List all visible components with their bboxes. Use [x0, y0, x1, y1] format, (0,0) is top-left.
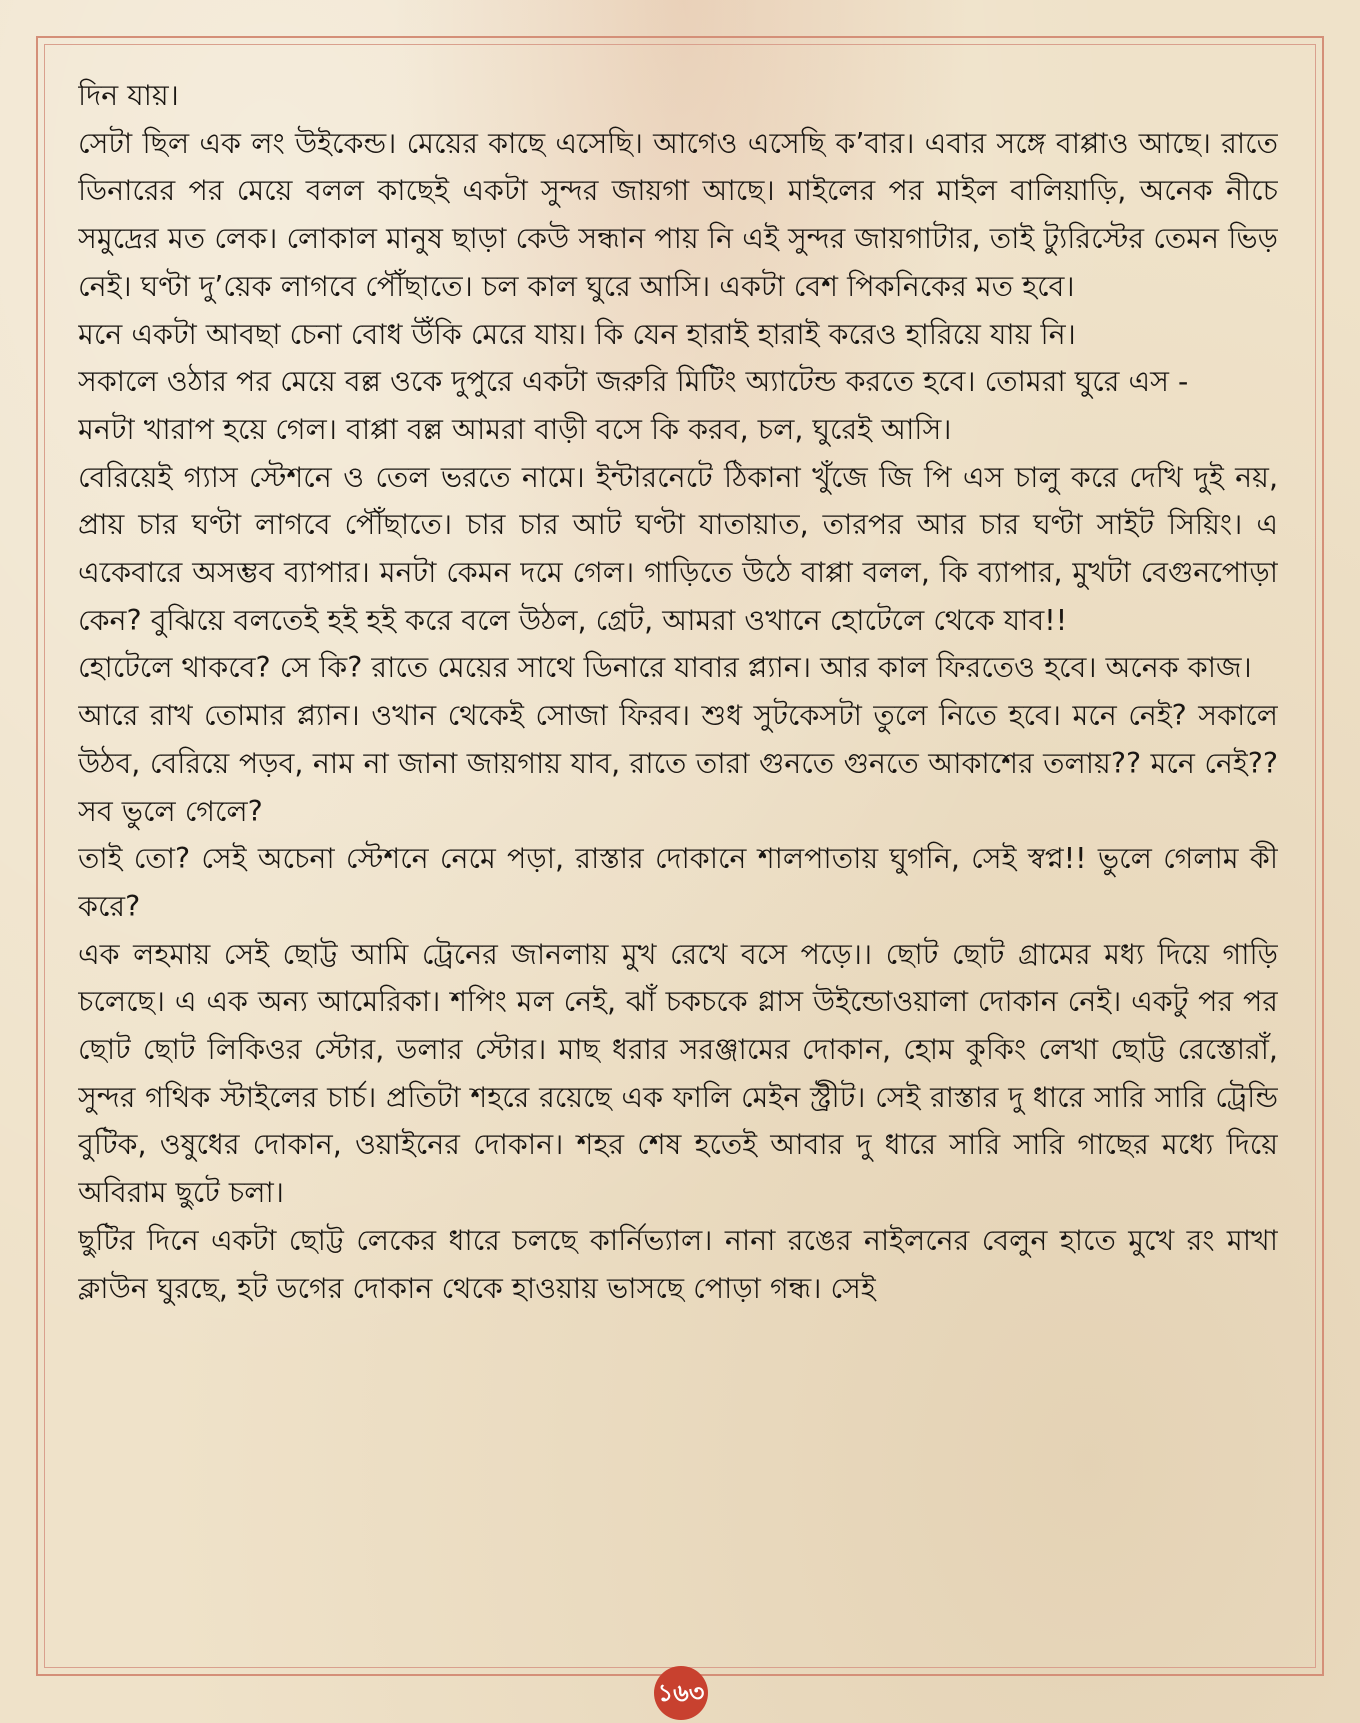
page-body-text [78, 72, 1278, 1612]
paragraph: মনটা খারাপ হয়ে গেল। বাপ্পা বল্ল আমরা বাড়ী বসে কি করব, চল, ঘুরেই আসি। [78, 412, 952, 446]
paragraph: দিন যায়। [78, 79, 179, 112]
paragraph: সেটা ছিল এক লং উইকেন্ড। মেয়ের কাছে এসেছি। আগেও এসেছি ক’বার। এবার সঙ্গে বাপ্পাও আছে। রাতে ডিনারের পর মেয়ে বলল কাছেই একটা সুন্দর জায়গা আছে। মাইলের পর মাইল বালিয়াড়ি, অনেক নীচে সমুদ্রের মত লেক। লোকাল মানুষ ছাড়া কেউ সন্ধান পায় নি এই সুন্দর জায়গাটার, তাই ট্যুরিস্টের তেমন ভিড় নেই। ঘণ্টা দু’য়েক লাগবে পৌঁছাতে। চল কাল ঘুরে আসি। একটা বেশ পিকনিকের মত হবে। [78, 126, 1278, 303]
paragraph: সকালে ওঠার পর মেয়ে বল্ল ওকে দুপুরে একটা জরুরি মিটিং অ্যাটেন্ড করতে হবে। তোমরা ঘুরে এস - [78, 365, 1189, 399]
paragraph: হোটেলে থাকবে? সে কি? রাতে মেয়ের সাথে ডিনারে যাবার প্ল্যান। আর কাল ফিরতেও হবে। অনেক কাজ। [78, 651, 1252, 685]
paragraph: মনে একটা আবছা চেনা বোধ উঁকি মেরে যায়। কি যেন হারাই হারাই করেও হারিয়ে যায় নি। [78, 317, 1076, 351]
paragraph: ছুটির দিনে একটা ছোট্ট লেকের ধারে চলছে কার্নিভ্যাল। নানা রঙের নাইলনের বেলুন হাতে মুখে রং মাখা ক্লাউন ঘুরছে, হট ডগের দোকান থেকে হাওয়ায় ভাসছে পোড়া গন্ধ। সেই [78, 1223, 1278, 1305]
paragraph: তাই তো? সেই অচেনা স্টেশনে নেমে পড়া, রাস্তার দোকানে শালপাতায় ঘুগনি, সেই স্বপ্ন!! ভুলে গেলাম কী করে? [78, 842, 1278, 923]
paragraph: বেরিয়েই গ্যাস স্টেশনে ও তেল ভরতে নামে। ইন্টারনেটে ঠিকানা খুঁজে জি পি এস চালু করে দেখি দুই নয়, প্রায় চার ঘণ্টা লাগবে পৌঁছাতে। চার চার আট ঘণ্টা যাতায়াত, তারপর আর চার ঘণ্টা সাইট সিয়িং। এ একেবারে অসম্ভব ব্যাপার। মনটা কেমন দমে গেল। গাড়িতে উঠে বাপ্পা বলল, কি ব্যাপার, মুখটা বেগুনপোড়া কেন? বুঝিয়ে বলতেই হই হই করে বলে উঠল, গ্রেট, আমরা ওখানে হোটেলে থেকে যাব!! [78, 460, 1278, 637]
paragraph: এক লহমায় সেই ছোট্ট আমি ট্রেনের জানলায় মুখ রেখে বসে পড়ে।। ছোট ছোট গ্রামের মধ্য দিয়ে গাড়ি চলেছে। এ এক অন্য আমেরিকা। শপিং মল নেই, ঝাঁ চকচকে গ্লাস উইন্ডোওয়ালা দোকান নেই। একটু পর পর ছোট ছোট লিকিওর স্টোর, ডলার স্টোর। মাছ ধরার সরঞ্জামের দোকান, হোম কুকিং লেখা ছোট্ট রেস্তোরাঁ, সুন্দর গথিক স্টাইলের চার্চ। প্রতিটা শহরে রয়েছে এক ফালি মেইন স্ট্রীট। সেই রাস্তার দু ধারে সারি সারি ট্রেন্ডি বুটিক, ওষুধের দোকান, ওয়াইনের দোকান। শহর শেষ হতেই আবার দু ধারে সারি সারি গাছের মধ্যে দিয়ে অবিরাম ছুটে চলা। [78, 937, 1278, 1210]
paragraph: আরে রাখ তোমার প্ল্যান। ওখান থেকেই সোজা ফিরব। শুধ সুটকেসটা তুলে নিতে হবে। মনে নেই? সকালে উঠব, বেরিয়ে পড়ব, নাম না জানা জায়গায় যাব, রাতে তারা গুনতে গুনতে আকাশের তলায়?? মনে নেই?? সব ভুলে গেলে? [78, 699, 1278, 828]
page-number-badge: ১৬৩ [654, 1666, 708, 1720]
